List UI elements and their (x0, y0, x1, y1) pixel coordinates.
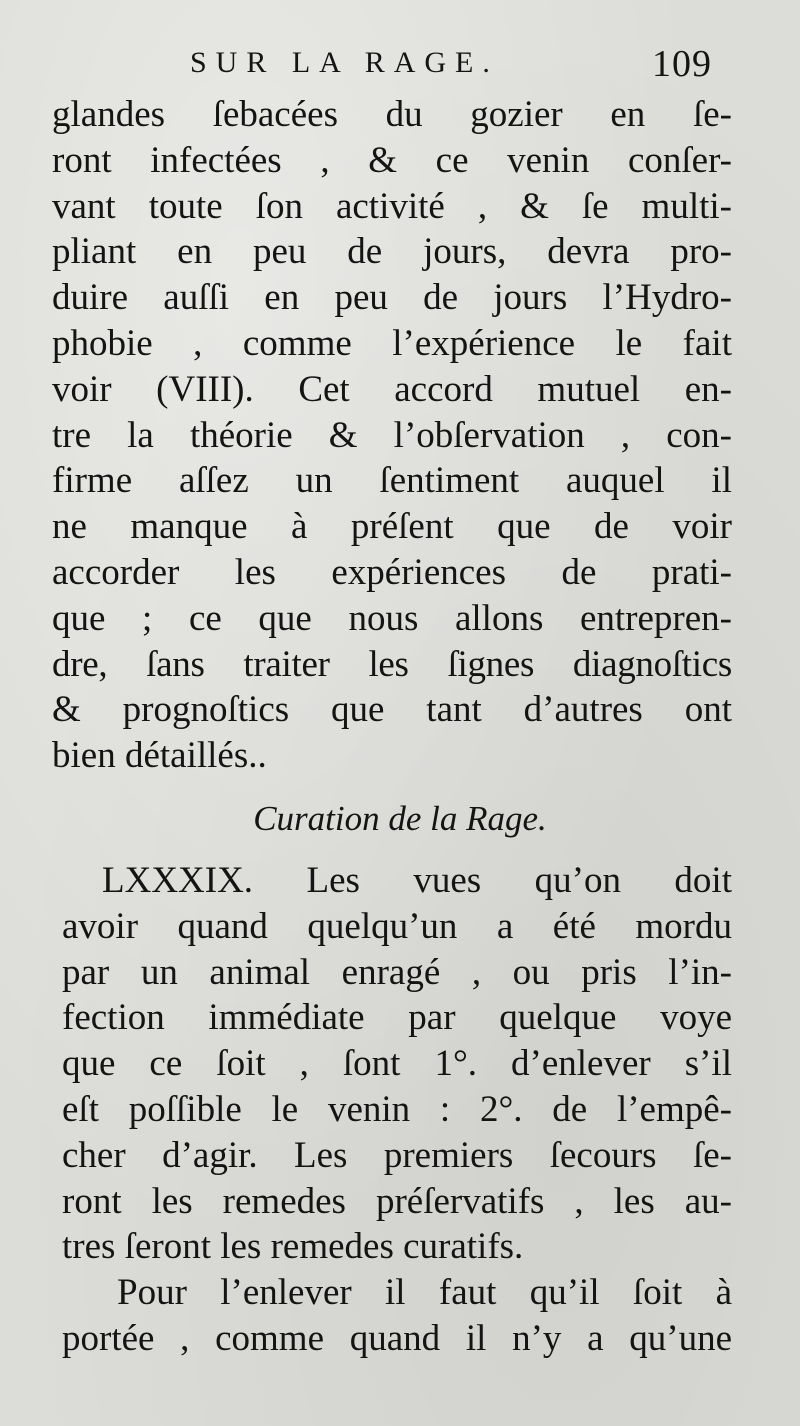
text-line: pliant en peu de jours, devra pro- (52, 231, 732, 273)
text-line: cher d’agir. Les premiers ſecours ſe- (62, 1134, 732, 1176)
text-line: ront les remedes préſervatifs , les au- (62, 1180, 732, 1222)
text-line: eſt poſſible le venin : 2°. de l’empê- (62, 1088, 732, 1130)
text-line: ne manque à préſent que de voir (52, 506, 732, 548)
text-line: par un animal enragé , ou pris l’in- (62, 951, 732, 993)
text-line: que ; ce que nous allons entrepren- (52, 597, 732, 639)
text-line: & prognoſtics que tant d’autres ont (52, 689, 732, 731)
paragraph-continued (52, 92, 732, 779)
running-title: SUR LA RAGE. (190, 46, 499, 79)
page-header (0, 40, 800, 90)
page-number: 109 (652, 43, 712, 85)
text-line: dre, ſans traiter les ſignes diagnoſtics (52, 643, 732, 685)
text-line: que ce ſoit , ſont 1°. d’enlever s’il (62, 1043, 732, 1085)
text-line: accorder les expériences de prati- (52, 551, 732, 593)
text-line: firme aſſez un ſentiment auquel il (52, 460, 732, 502)
text-line: avoir quand quelqu’un a été mordu (62, 905, 732, 947)
text-line: Pour l’enlever il faut qu’il ſoit à (117, 1272, 732, 1314)
text-line: tres ſeront les remedes curatifs. (62, 1226, 524, 1268)
text-line: bien détaillés.. (52, 735, 267, 777)
text-line: voir (VIII). Cet accord mutuel en- (52, 368, 732, 410)
text-line: duire auſſi en peu de jours l’Hydro- (52, 277, 732, 319)
text-line: tre la théorie & l’obſervation , con- (52, 414, 732, 456)
text-line: LXXXIX. Les vues qu’on doit (102, 860, 732, 901)
text-line: vant toute ſon activité , & ſe multi- (52, 185, 732, 227)
section-heading: Curation de la Rage. (253, 799, 547, 838)
text-line: ront infectées , & ce venin conſer- (52, 139, 732, 181)
text-line: fection immédiate par quelque voye (62, 997, 732, 1039)
text-line: phobie , comme l’expérience le fait (52, 322, 732, 364)
text-line: portée , comme quand il n’y a qu’une (62, 1317, 732, 1359)
section-body (62, 858, 732, 1362)
text-line: glandes ſebacées du gozier en ſe- (52, 94, 732, 135)
